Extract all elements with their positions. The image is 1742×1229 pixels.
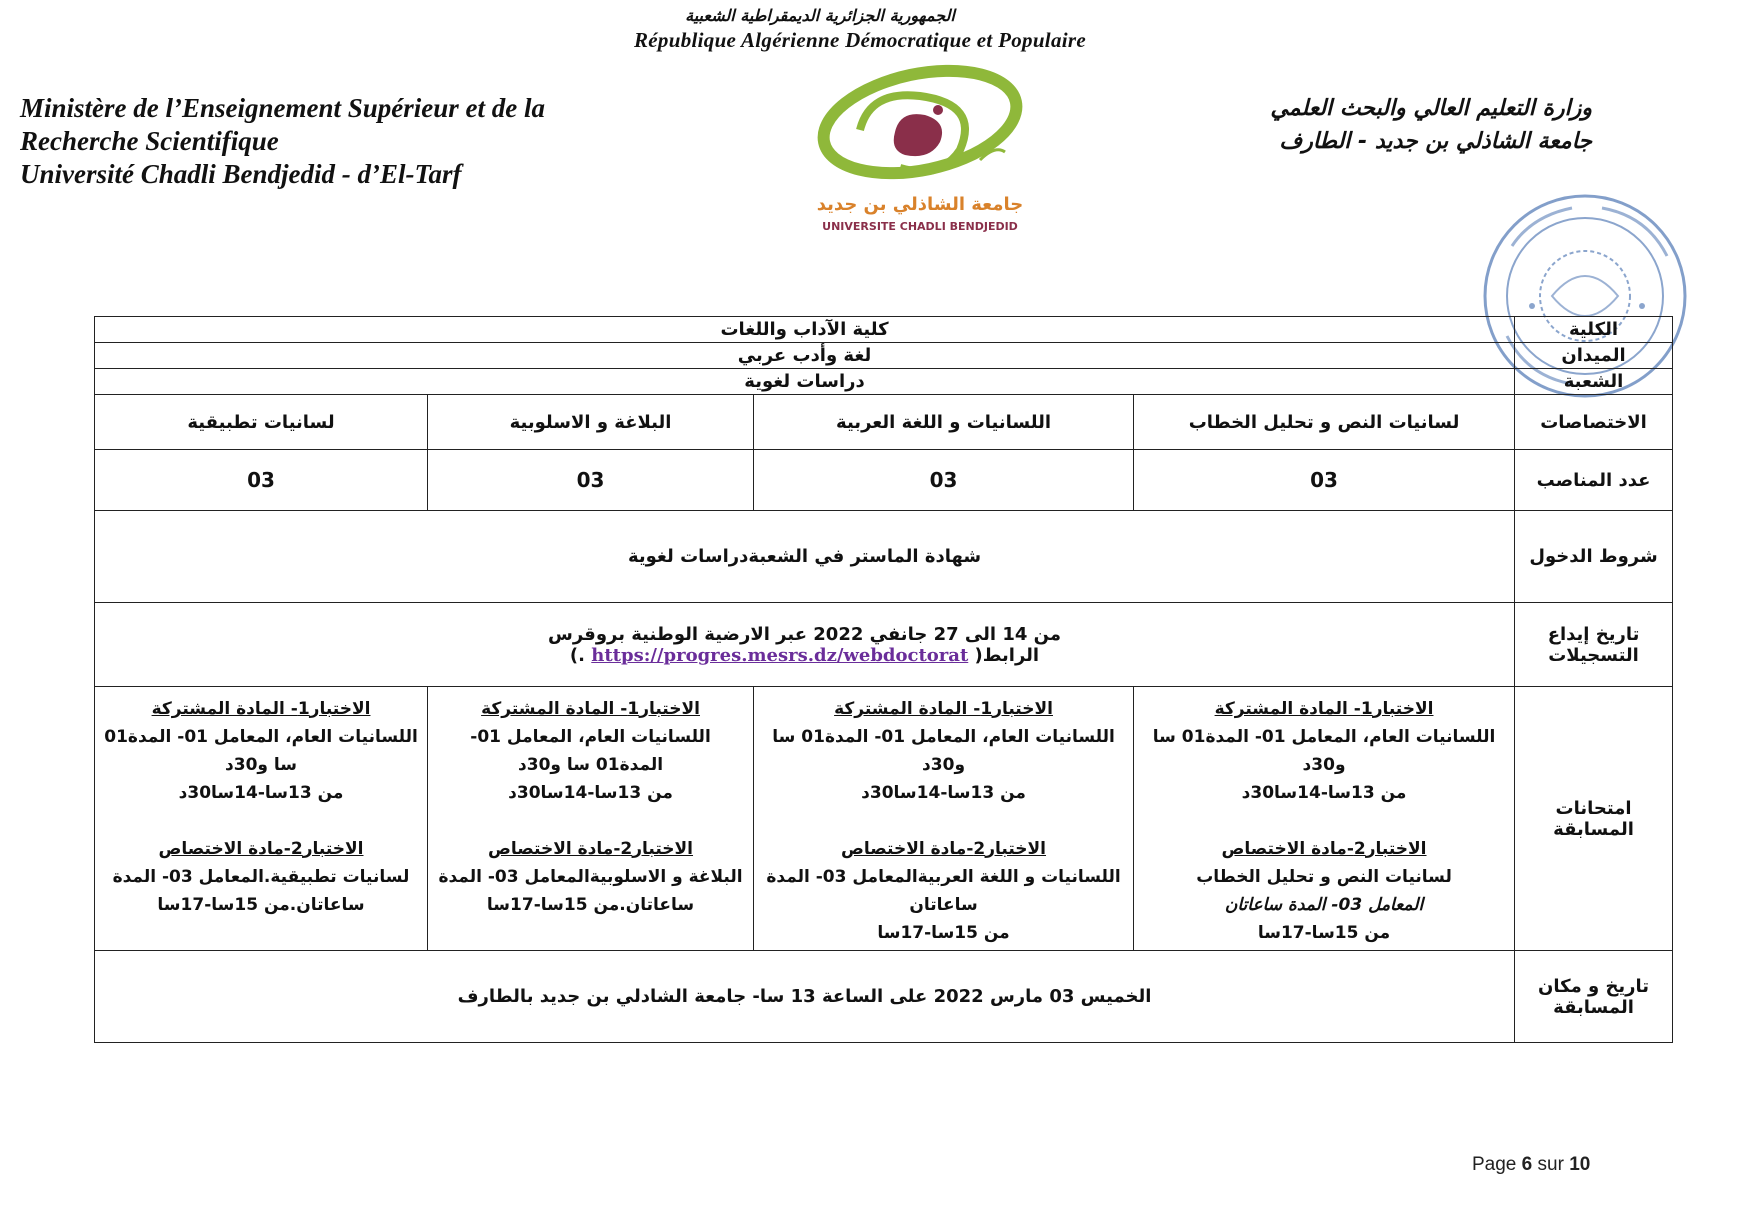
logo-arabic-text: جامعة الشاذلي بن جديد (816, 194, 1024, 215)
exam-2-test1-time: من 13سا-14سا30د (861, 783, 1026, 803)
admission-value: شهادة الماستر في الشعبةدراسات لغوية (95, 511, 1515, 603)
university-line: Université Chadli Bendjedid - d’El-Tarf (20, 159, 462, 189)
branch-value: دراسات لغوية (95, 369, 1515, 395)
ministry-line-2: Recherche Scientifique (20, 126, 279, 156)
exam-4-test1-body: اللسانيات العام، المعامل 01- المدة01 سا و30د (104, 727, 418, 775)
specialty-1: لسانيات النص و تحليل الخطاب (1134, 395, 1515, 450)
registration-link-line (101, 645, 1508, 666)
positions-2: 03 (754, 450, 1134, 511)
specialty-4: لسانيات تطبيقية (95, 395, 428, 450)
specialty-2: اللسانيات و اللغة العربية (754, 395, 1134, 450)
label-admission: شروط الدخول (1515, 511, 1673, 603)
registration-link-prefix: الرابط( (974, 644, 1040, 666)
exam-cell-1 (1134, 687, 1515, 951)
page-prefix: Page (1472, 1154, 1517, 1175)
specialty-3: البلاغة و الاسلوبية (428, 395, 754, 450)
exam-2-test2-body: اللسانيات و اللغة العربيةالمعامل 03- المدة ساعاتان (766, 867, 1121, 915)
exam-3-test2-body: البلاغة و الاسلوبيةالمعامل 03- المدة ساعاتان.من 15سا-17سا (438, 867, 743, 915)
exam-2-test2-time: من 15سا-17سا (877, 923, 1010, 943)
faculty-value: كلية الآداب واللغات (95, 317, 1515, 343)
exam-2-test1-body: اللسانيات العام، المعامل 01- المدة01 سا و30د (772, 727, 1115, 775)
label-branch: الشعبة (1515, 369, 1673, 395)
positions-3: 03 (428, 450, 754, 511)
exam-4-test2-title: الاختبار2-مادة الاختصاص (158, 839, 364, 859)
exam-1-test2-extra: المعامل 03- المدة ساعاتان (1224, 895, 1424, 915)
label-date-place: تاريخ و مكان المسابقة (1515, 951, 1673, 1043)
exam-1-test2-time: من 15سا-17سا (1257, 923, 1391, 943)
arabic-institution-block (1072, 92, 1592, 158)
exam-2-test2-title: الاختبار2-مادة الاختصاص (841, 839, 1047, 859)
field-value: لغة وأدب عربي (95, 343, 1515, 369)
arabic-university-line: جامعة الشاذلي بن جديد - الطارف (1279, 129, 1592, 154)
french-institution-block (20, 92, 640, 191)
exam-cell-2 (754, 687, 1134, 951)
exam-3-test1-time: من 13سا-14سا30د (508, 783, 673, 803)
exam-3-test2-title: الاختبار2-مادة الاختصاص (488, 839, 694, 859)
french-republic-title: République Algérienne Démocratique et Populaire (634, 28, 1086, 52)
label-faculty: الكلية (1515, 317, 1673, 343)
exam-3-test1-title: الاختبار1- المادة المشتركة (481, 699, 700, 719)
exam-1-test1-body: اللسانيات العام، المعامل 01- المدة01 سا و30د (1152, 727, 1496, 775)
page-sep: sur (1537, 1154, 1564, 1175)
registration-link-suffix: .) (569, 644, 585, 666)
label-field: الميدان (1515, 343, 1673, 369)
exam-2-test1-title: الاختبار1- المادة المشتركة (834, 699, 1053, 719)
page-footer (1472, 1154, 1590, 1176)
exam-4-test1-title: الاختبار1- المادة المشتركة (151, 699, 371, 719)
date-place-value: الخميس 03 مارس 2022 على الساعة 13 سا- جامعة الشادلي بن جديد بالطارف (95, 951, 1515, 1043)
arabic-republic-title: الجمهورية الجزائرية الديمقراطية الشعبية (685, 6, 955, 25)
registration-link[interactable]: https://progres.mesrs.dz/webdoctorat (591, 644, 969, 666)
announcement-table (94, 316, 1673, 1043)
label-exams: امتحانات المسابقة (1515, 687, 1673, 951)
logo-french-text: UNIVERSITE CHADLI BENDJEDID (822, 220, 1018, 233)
exam-cell-4 (95, 687, 428, 951)
arabic-ministry-line: وزارة التعليم العالي والبحث العلمي (1270, 96, 1592, 121)
registration-value (95, 603, 1515, 687)
exam-3-test1-body: اللسانيات العام، المعامل 01- المدة01 سا و30د (470, 727, 711, 775)
exam-1-test2-body: لسانيات النص و تحليل الخطاب (1196, 867, 1452, 887)
registration-dates: من 14 الى 27 جانفي 2022 عبر الارضية الوطنية بروقرس (548, 623, 1061, 645)
label-positions: عدد المناصب (1515, 450, 1673, 511)
exam-1-test1-title: الاختبار1- المادة المشتركة (1214, 699, 1434, 719)
exam-4-test2-body: لسانيات تطبيقية.المعامل 03- المدة ساعاتان.من 15سا-17سا (112, 867, 410, 915)
label-specialties: الاختصاصات (1515, 395, 1673, 450)
positions-1: 03 (1134, 450, 1515, 511)
university-logo (790, 60, 1050, 240)
exam-1-test2-title: الاختبار2-مادة الاختصاص (1221, 839, 1427, 859)
positions-4: 03 (95, 450, 428, 511)
ministry-line-1: Ministère de l’Enseignement Supérieur et de la (20, 93, 546, 123)
page-total: 10 (1569, 1154, 1591, 1175)
page-number: 6 (1521, 1154, 1533, 1175)
label-registration: تاريخ إيداع التسجيلات (1515, 603, 1673, 687)
exam-cell-3 (428, 687, 754, 951)
exam-4-test1-time: من 13سا-14سا30د (178, 783, 344, 803)
exam-1-test1-time: من 13سا-14سا30د (1241, 783, 1407, 803)
